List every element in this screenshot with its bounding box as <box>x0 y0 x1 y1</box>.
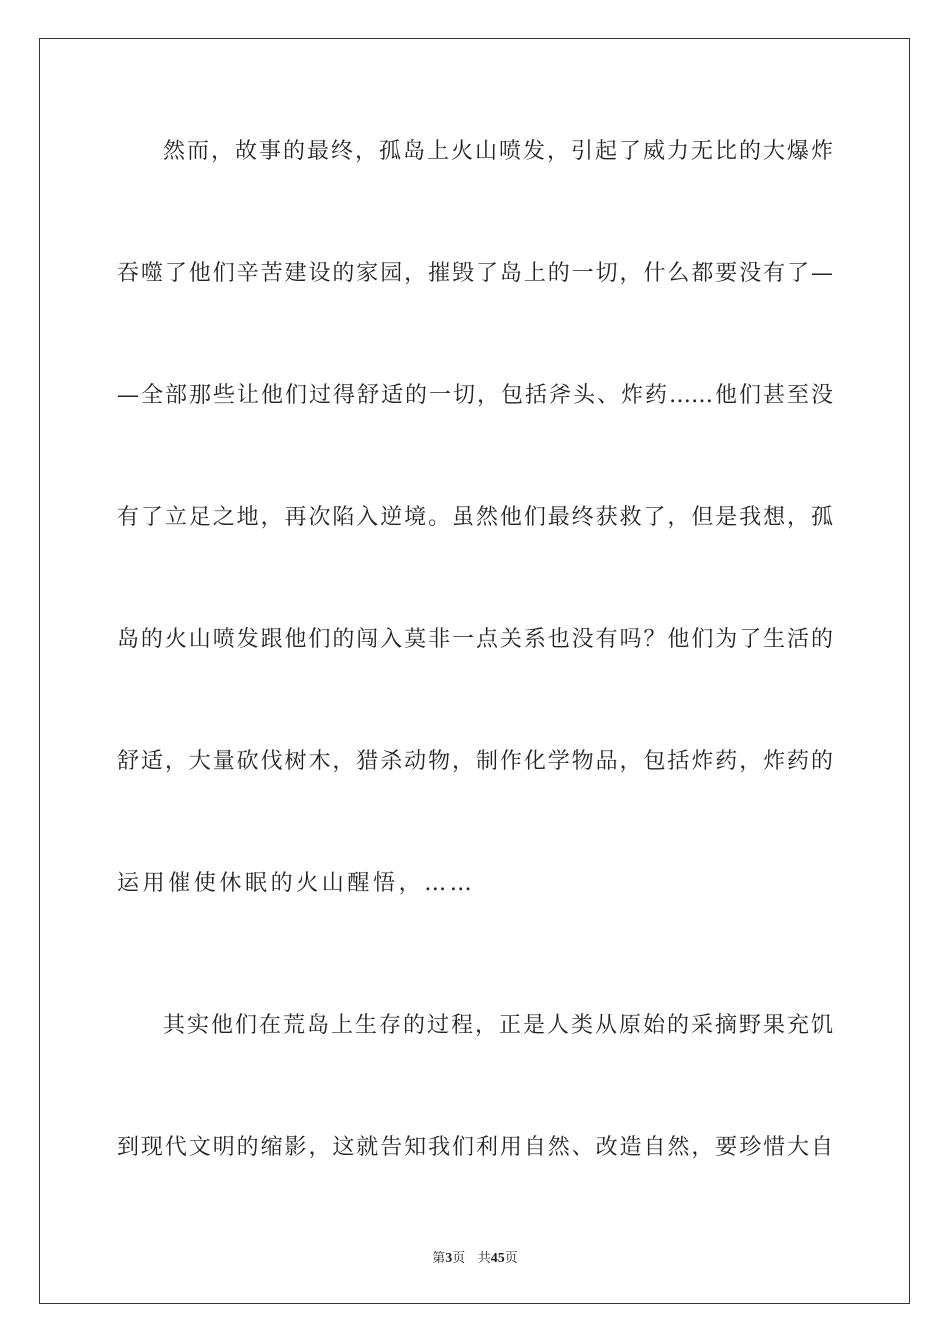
page-border <box>39 38 910 1304</box>
text-line: 到现代文明的缩影，这就告知我们利用自然、改造自然，要珍惜大自 <box>117 1135 833 1160</box>
page-footer <box>0 1247 950 1267</box>
text-line: 然而，故事的最终，孤岛上火山喷发，引起了威力无比的大爆炸 <box>163 139 833 164</box>
page-number: 3 <box>445 1251 453 1266</box>
text-line: 吞噬了他们辛苦建设的家园，摧毁了岛上的一切，什么都要没有了— <box>117 261 833 286</box>
text-line: 运用催使休眠的火山醒悟，…… <box>117 871 476 896</box>
text-line: 岛的火山喷发跟他们的闯入莫非一点关系也没有吗？他们为了生活的 <box>117 627 833 652</box>
footer-page-prefix: 第 <box>432 1251 446 1266</box>
text-line: —全部那些让他们过得舒适的一切，包括斧头、炸药……他们甚至没 <box>117 383 833 408</box>
text-line: 有了立足之地，再次陷入逆境。虽然他们最终获救了，但是我想，孤 <box>117 505 833 530</box>
footer-total-prefix: 共 <box>477 1251 491 1266</box>
text-line: 其实他们在荒岛上生存的过程，正是人类从原始的采摘野果充饥 <box>163 1013 833 1038</box>
total-pages: 45 <box>490 1251 505 1266</box>
footer-total-suffix: 页 <box>504 1251 518 1266</box>
footer-page-suffix: 页 <box>452 1251 466 1266</box>
text-line: 舒适，大量砍伐树木，猎杀动物，制作化学物品，包括炸药，炸药的 <box>117 749 833 774</box>
